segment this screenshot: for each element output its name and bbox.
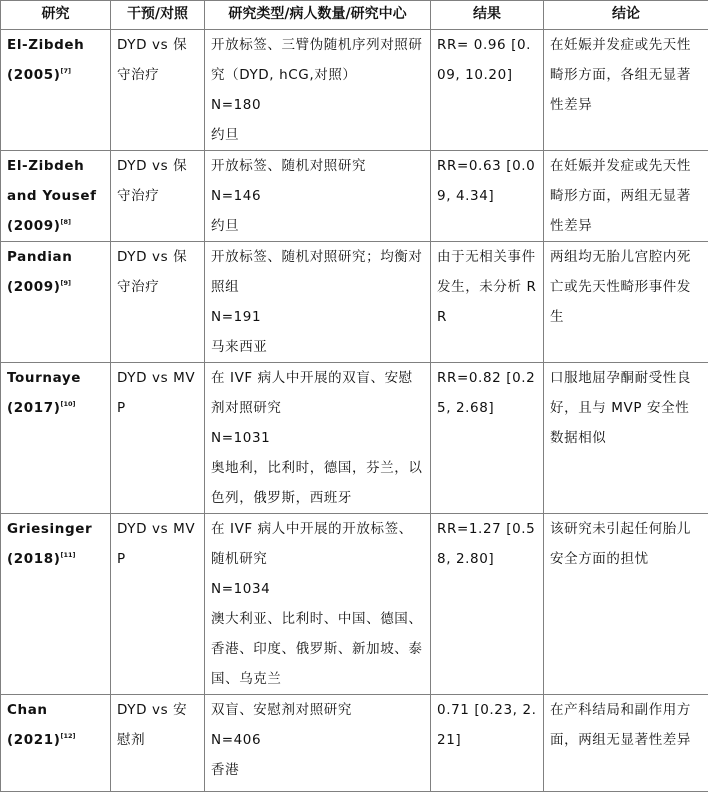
study-cell — [1, 151, 111, 242]
result-cell: 由于无相关事件发生，未分析 RR — [431, 242, 544, 363]
header-intervention: 干预/对照 — [111, 1, 205, 30]
conclusion-cell: 口服地屈孕酮耐受性良好，且与 MVP 安全性数据相似 — [544, 363, 708, 514]
header-conclusion: 结论 — [544, 1, 708, 30]
study-year-line — [7, 544, 104, 574]
table-row — [1, 242, 708, 363]
conclusion-cell: 两组均无胎儿宫腔内死亡或先天性畸形事件发生 — [544, 242, 708, 363]
study-name: El-Zibdeh — [7, 151, 104, 181]
design-cell — [205, 695, 431, 792]
header-design: 研究类型/病人数量/研究中心 — [205, 1, 431, 30]
patient-count: N=191 — [211, 302, 424, 332]
table-row — [1, 363, 708, 514]
reference-marker: [10] — [61, 400, 76, 408]
reference-marker: [8] — [61, 218, 71, 226]
design-cell — [205, 514, 431, 695]
intervention-cell: DYD vs 安慰剂 — [111, 695, 205, 792]
intervention-cell: DYD vs MVP — [111, 363, 205, 514]
study-cell — [1, 514, 111, 695]
design-cell — [205, 242, 431, 363]
intervention-cell: DYD vs 保守治疗 — [111, 151, 205, 242]
conclusion-cell: 在妊娠并发症或先天性畸形方面，各组无显著性差异 — [544, 30, 708, 151]
study-cell — [1, 363, 111, 514]
study-year-line — [7, 211, 104, 241]
study-cell — [1, 30, 111, 151]
reference-marker: [9] — [61, 279, 71, 287]
study-centers: 奥地利，比利时，德国，芬兰，以色列，俄罗斯，西班牙 — [211, 453, 424, 513]
patient-count: N=1034 — [211, 574, 424, 604]
design-type: 在 IVF 病人中开展的开放标签、随机研究 — [211, 514, 424, 574]
table-row — [1, 30, 708, 151]
study-name: Griesinger — [7, 514, 104, 544]
study-year-line — [7, 393, 104, 423]
study-year-line — [7, 725, 104, 755]
intervention-cell: DYD vs MVP — [111, 514, 205, 695]
study-year: (2018) — [7, 551, 61, 567]
patient-count: N=1031 — [211, 423, 424, 453]
design-cell — [205, 30, 431, 151]
design-type: 在 IVF 病人中开展的双盲、安慰剂对照研究 — [211, 363, 424, 423]
result-cell: 0.71 [0.23, 2.21] — [431, 695, 544, 792]
study-year: (2009) — [7, 218, 61, 234]
study-cell — [1, 695, 111, 792]
result-cell: RR=0.63 [0.09, 4.34] — [431, 151, 544, 242]
study-centers: 澳大利亚、比利时、中国、德国、香港、印度、俄罗斯、新加坡、泰国、乌克兰 — [211, 604, 424, 694]
study-centers: 约旦 — [211, 120, 424, 150]
table-header-row — [1, 1, 708, 30]
reference-marker: [12] — [61, 732, 76, 740]
study-year-line — [7, 60, 104, 90]
result-cell: RR=1.27 [0.58, 2.80] — [431, 514, 544, 695]
study-year: (2021) — [7, 732, 61, 748]
study-year: (2009) — [7, 279, 61, 295]
design-type: 开放标签、随机对照研究；均衡对照组 — [211, 242, 424, 302]
header-study: 研究 — [1, 1, 111, 30]
study-name-cont: and Yousef — [7, 181, 104, 211]
design-type: 开放标签、随机对照研究 — [211, 151, 424, 181]
patient-count: N=146 — [211, 181, 424, 211]
design-cell — [205, 363, 431, 514]
conclusion-cell: 在妊娠并发症或先天性畸形方面，两组无显著性差异 — [544, 151, 708, 242]
conclusion-cell: 该研究未引起任何胎儿安全方面的担忧 — [544, 514, 708, 695]
design-cell — [205, 151, 431, 242]
study-name: El-Zibdeh — [7, 30, 104, 60]
reference-marker: [7] — [61, 67, 71, 75]
study-name: Pandian — [7, 242, 104, 272]
result-cell: RR= 0.96 [0.09, 10.20] — [431, 30, 544, 151]
design-type: 开放标签、三臂伪随机序列对照研究（DYD, hCG,对照） — [211, 30, 424, 90]
study-year: (2005) — [7, 67, 61, 83]
study-cell — [1, 242, 111, 363]
study-year: (2017) — [7, 400, 61, 416]
table-row — [1, 151, 708, 242]
study-year-line — [7, 272, 104, 302]
reference-marker: [11] — [61, 551, 76, 559]
study-centers: 香港 — [211, 755, 424, 785]
header-result: 结果 — [431, 1, 544, 30]
study-centers: 马来西亚 — [211, 332, 424, 362]
design-type: 双盲、安慰剂对照研究 — [211, 695, 424, 725]
patient-count: N=406 — [211, 725, 424, 755]
conclusion-cell: 在产科结局和副作用方面，两组无显著性差异 — [544, 695, 708, 792]
intervention-cell: DYD vs 保守治疗 — [111, 30, 205, 151]
study-centers: 约旦 — [211, 211, 424, 241]
study-name: Tournaye — [7, 363, 104, 393]
study-name: Chan — [7, 695, 104, 725]
table-row — [1, 514, 708, 695]
result-cell: RR=0.82 [0.25, 2.68] — [431, 363, 544, 514]
patient-count: N=180 — [211, 90, 424, 120]
table-row — [1, 695, 708, 792]
intervention-cell: DYD vs 保守治疗 — [111, 242, 205, 363]
